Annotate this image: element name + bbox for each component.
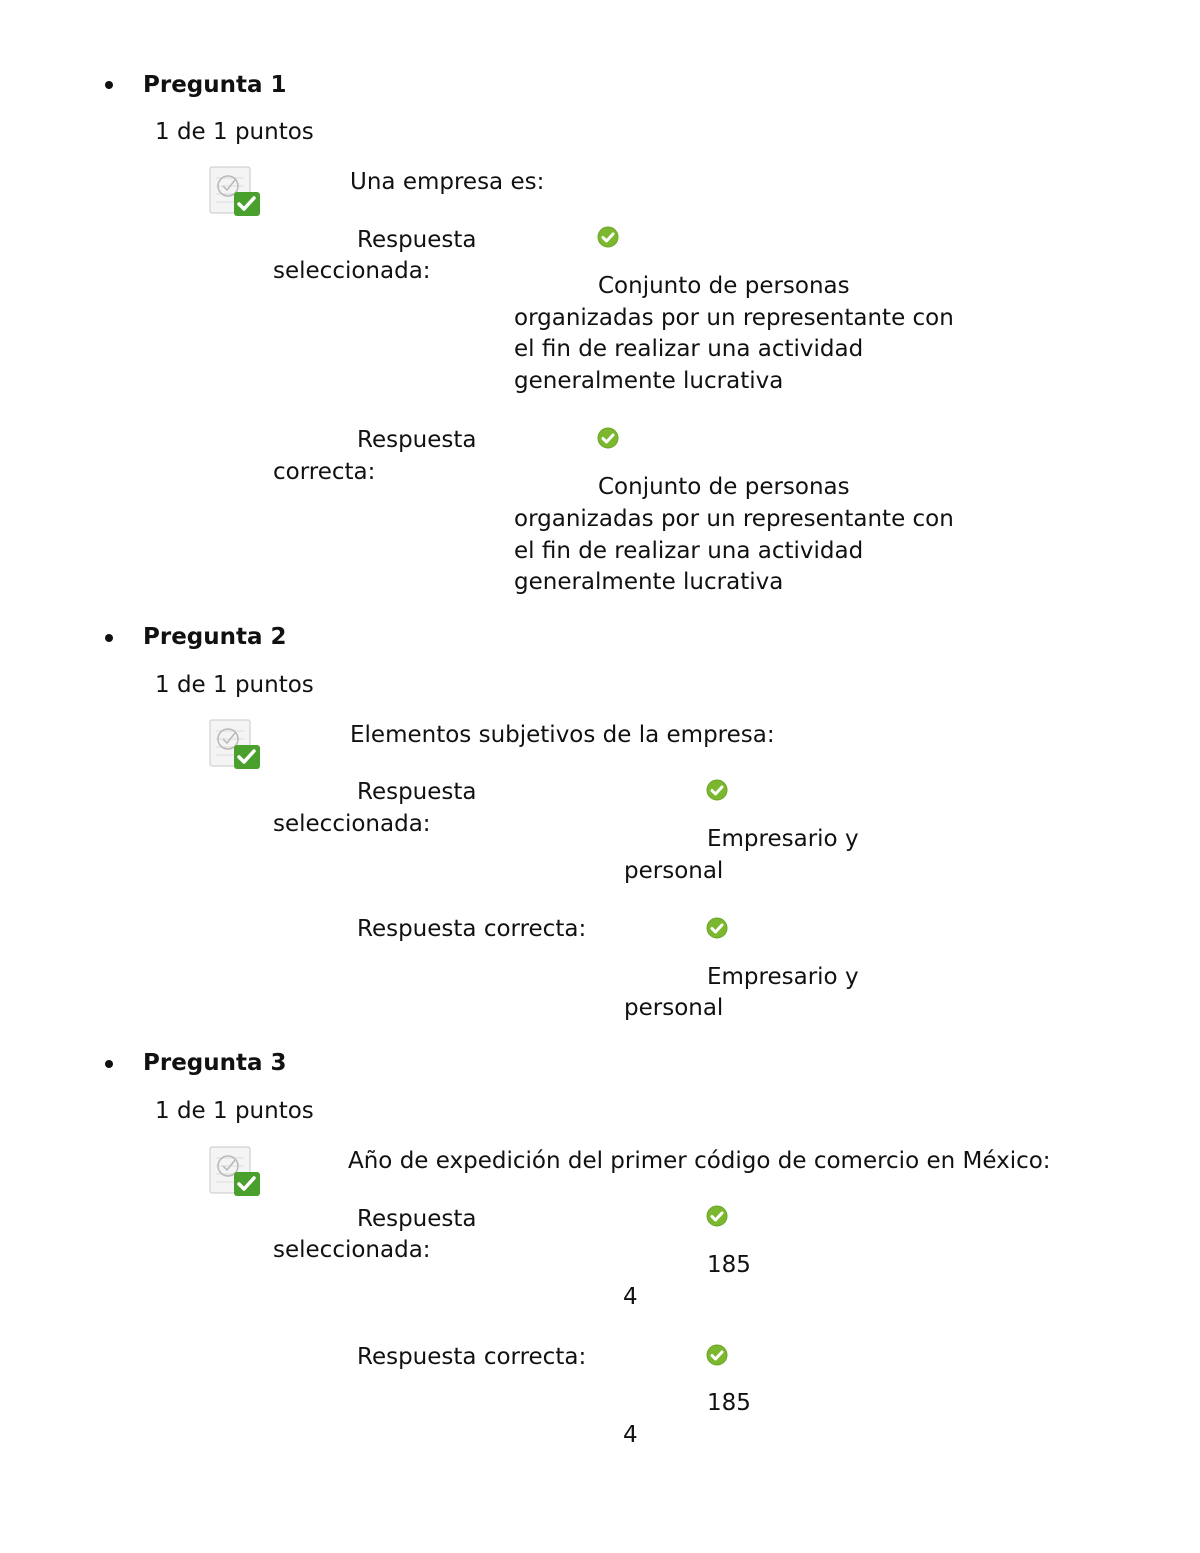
correct-answer-line-1: Conjunto de personas — [598, 474, 850, 500]
selected-label-line-1: Respuesta — [357, 1206, 477, 1232]
correct-answer-line-2: 4 — [623, 1422, 638, 1448]
question-title: Pregunta 2 — [143, 624, 287, 650]
selected-label-line-1: Respuesta — [357, 779, 477, 805]
correct-question-icon — [208, 166, 262, 220]
bullet-icon — [105, 634, 113, 642]
correct-answer-line-3: el fin de realizar una actividad — [514, 538, 864, 564]
bullet-icon — [105, 1060, 113, 1068]
correct-label: Respuesta correcta: — [357, 916, 587, 942]
bullet-icon — [105, 81, 113, 89]
correct-answer-line-1: 185 — [707, 1390, 751, 1416]
check-icon — [706, 1344, 728, 1366]
question-prompt: Elementos subjetivos de la empresa: — [350, 722, 775, 748]
question-points: 1 de 1 puntos — [155, 672, 314, 698]
question-points: 1 de 1 puntos — [155, 119, 314, 145]
selected-answer-line-1: 185 — [707, 1252, 751, 1278]
correct-label: Respuesta correcta: — [357, 1344, 587, 1370]
question-title: Pregunta 1 — [143, 72, 287, 98]
question-points: 1 de 1 puntos — [155, 1098, 314, 1124]
question-prompt: Una empresa es: — [350, 169, 545, 195]
correct-question-icon — [208, 719, 262, 773]
selected-label-line-2: seleccionada: — [273, 258, 431, 284]
check-icon — [597, 226, 619, 248]
check-icon — [597, 427, 619, 449]
selected-label-line-1: Respuesta — [357, 227, 477, 253]
selected-answer-line-2: organizadas por un representante con — [514, 305, 954, 331]
selected-answer-line-2: 4 — [623, 1284, 638, 1310]
correct-answer-line-2: organizadas por un representante con — [514, 506, 954, 532]
correct-question-icon — [208, 1146, 262, 1200]
check-icon — [706, 779, 728, 801]
check-icon — [706, 1205, 728, 1227]
correct-label-line-1: Respuesta — [357, 427, 477, 453]
selected-answer-line-2: personal — [624, 858, 724, 884]
correct-label-line-2: correcta: — [273, 459, 376, 485]
selected-label-line-2: seleccionada: — [273, 1237, 431, 1263]
selected-answer-line-3: el fin de realizar una actividad — [514, 336, 864, 362]
selected-label-line-2: seleccionada: — [273, 811, 431, 837]
selected-answer-line-1: Empresario y — [707, 826, 859, 852]
question-title: Pregunta 3 — [143, 1050, 287, 1076]
question-prompt: Año de expedición del primer código de comercio en México: — [348, 1148, 1051, 1174]
selected-answer-line-1: Conjunto de personas — [598, 273, 850, 299]
correct-answer-line-2: personal — [624, 995, 724, 1021]
check-icon — [706, 917, 728, 939]
correct-answer-line-1: Empresario y — [707, 964, 859, 990]
selected-answer-line-4: generalmente lucrativa — [514, 368, 784, 394]
correct-answer-line-4: generalmente lucrativa — [514, 569, 784, 595]
